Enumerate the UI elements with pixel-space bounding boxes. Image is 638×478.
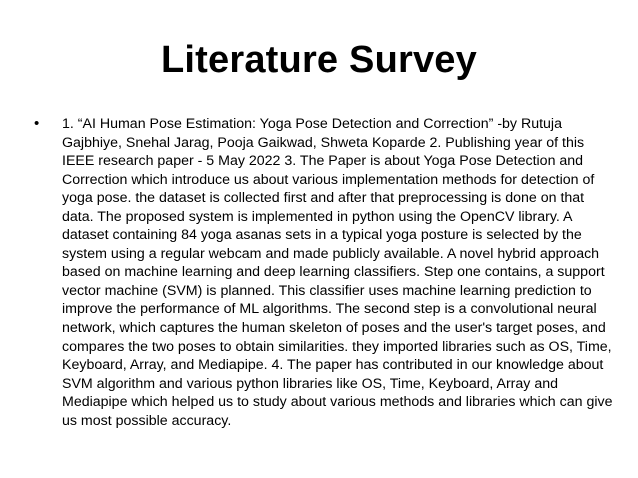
slide-title: Literature Survey xyxy=(161,39,477,81)
bullet-item xyxy=(34,115,618,430)
bullet-text: 1. “AI Human Pose Estimation: Yoga Pose Detection and Correction” -by Rutuja Gajbhiye, Snehal Jarag, Pooja Gaikwad, Shweta Koparde 2. Publishing year of this IEEE research paper - 5 May 2022 3. The Paper is about Yoga Pose Detection and Correction which introduce us about various implementation methods for detection of yoga pose. the dataset is collected first and after that preprocessing is done on that data. The proposed system is implemented in python using the OpenCV library. A dataset containing 84 yoga asanas sets in a typical yoga posture is selected by the system using a regular webcam and made publicly available. A novel hybrid approach based on machine learning and deep learning classifiers. Step one contains, a support vector machine (SVM) is planned. This classifier uses machine learning prediction to improve the performance of ML algorithms. The second step is a convolutional neural network, which captures the human skeleton of poses and the user's target poses, and compares the two poses to obtain similarities. they imported libraries such as OS, Time, Keyboard, Array, and Mediapipe. 4. The paper has contributed in our knowledge about SVM algorithm and various python libraries like OS, Time, Keyboard, Array and Mediapipe which helped us to study about various methods and libraries which can give us most possible accuracy. xyxy=(62,116,613,429)
bullet-marker: • xyxy=(34,115,40,132)
bullet-list xyxy=(34,115,618,430)
